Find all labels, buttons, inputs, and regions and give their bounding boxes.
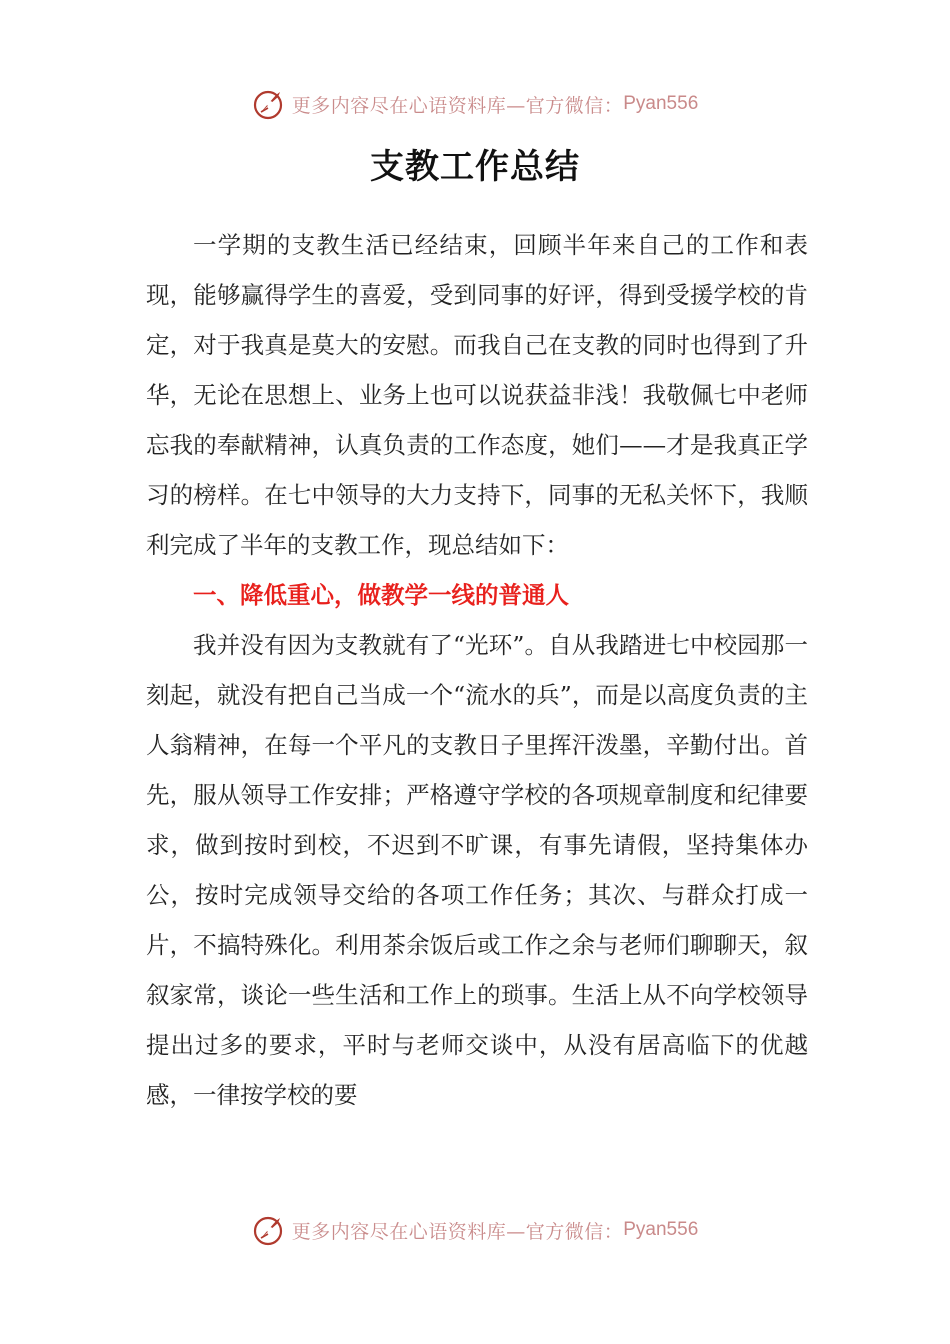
wechat-id: Pyan556 xyxy=(623,1219,699,1240)
banner-text: 更多内容尽在心语资料库—官方微信： xyxy=(291,94,624,117)
quill-logo-icon xyxy=(252,86,288,122)
page-title: 支教工作总结 xyxy=(370,147,580,187)
section-heading: 一、降低重心，做教学一线的普通人 xyxy=(193,581,569,609)
intro-paragraph: 一学期的支教生活已经结束，回顾半年来自己的工作和表现，能够赢得学生的喜爱，受到同事的好评，得到受援学校的肯定，对于我真是莫大的安慰。而我自己在支教的同时也得到了升华，无论在思想上、业务上也可以说获益非浅！我敬佩七中老师忘我的奉献精神，认真负责的工作态度，她们——才是我真正学习的榜样。在七中领导的大力支持下，同事的无私关怀下，我顺利完成了半年的支教工作，现总结如下： xyxy=(146,231,808,559)
header-banner xyxy=(0,84,950,124)
footer-banner xyxy=(0,1210,950,1250)
section-paragraph: 我并没有因为支教就有了“光环”。自从我踏进七中校园那一刻起，就没有把自己当成一个“流水的兵”，而是以高度负责的主人翁精神，在每一个平凡的支教日子里挥汗泼墨，辛勤付出。首先，服从领导工作安排；严格遵守学校的各项规章制度和纪律要求，做到按时到校，不迟到不旷课，有事先请假，坚持集体办公，按时完成领导交给的各项工作任务；其次、与群众打成一片，不搞特殊化。利用茶余饭后或工作之余与老师们聊聊天，叙叙家常，谈论一些生活和工作上的琐事。生活上从不向学校领导提出过多的要求，平时与老师交谈中，从没有居高临下的优越感，一律按学校的要 xyxy=(146,631,808,1109)
banner-text: 更多内容尽在心语资料库—官方微信： xyxy=(291,1220,624,1243)
document-body xyxy=(146,220,808,1120)
quill-logo-icon xyxy=(252,1212,288,1248)
wechat-id: Pyan556 xyxy=(623,93,699,114)
